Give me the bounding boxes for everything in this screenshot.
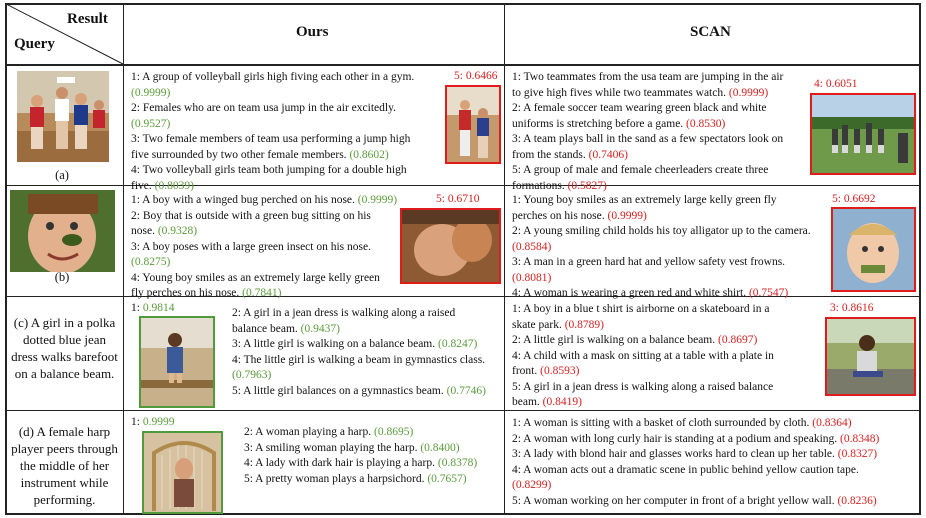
result-line: [232, 353, 504, 369]
result-line: [512, 255, 827, 271]
result-line: [131, 117, 451, 133]
header-query: Query: [14, 36, 55, 52]
table-border-left: [5, 3, 7, 515]
result-text: 3: A boy poses with a large green insect on his nose.: [131, 240, 371, 253]
result-line: [131, 193, 401, 209]
result-text: 5: A little girl balances on a gymnastics beam.: [232, 384, 447, 397]
result-score: (0.9527): [131, 117, 171, 130]
result-score: (0.8275): [131, 256, 171, 268]
ours-image-label-c: 1: 0.9814: [131, 302, 175, 314]
result-line: [512, 395, 812, 411]
ours-results-b: [131, 193, 401, 302]
result-line: [131, 224, 401, 240]
result-text: uniforms is stretching before a game.: [512, 117, 687, 130]
result-text: 5: A woman working on her computer in front of a bright yellow wall.: [512, 494, 838, 507]
result-line: [512, 364, 812, 380]
ours-image-label-b: 5: 0.6710: [436, 193, 480, 205]
result-text: balance beam.: [232, 322, 301, 335]
result-score: (0.8602): [349, 148, 389, 161]
result-score: (0.8593): [540, 365, 580, 377]
ours-image-d: [142, 431, 223, 514]
scan-image-label-b: 5: 0.6692: [832, 193, 876, 205]
result-text: 4: A woman is wearing a green red and white shirt.: [512, 287, 749, 299]
header-divider: [5, 64, 921, 66]
ours-image-b: [400, 208, 501, 284]
result-line: [131, 163, 451, 179]
result-score: (0.8419): [542, 396, 582, 408]
result-score: (0.8789): [564, 318, 604, 331]
scan-results-b: [512, 193, 827, 302]
result-score: (0.9437): [300, 322, 340, 335]
query-caption-b: (b): [54, 270, 70, 284]
result-line: [131, 209, 401, 225]
result-line: [512, 224, 827, 240]
result-line: [512, 478, 917, 494]
result-text: perches on his nose.: [512, 209, 608, 222]
result-score: (0.9999): [131, 86, 171, 99]
result-text: beam.: [512, 396, 543, 408]
result-text: 3: A smiling woman playing the harp.: [244, 441, 421, 454]
result-text: 5: A group of male and female cheerleaders create three: [512, 164, 769, 176]
result-line: [232, 322, 504, 338]
scan-image-c: [825, 317, 916, 396]
result-score: (0.8697): [718, 334, 758, 346]
result-line: [512, 148, 812, 164]
result-text: 2: A young smiling child holds his toy alligator up to the camera.: [512, 225, 811, 237]
header-result: Result: [67, 11, 108, 27]
result-score: (0.8400): [420, 441, 460, 454]
result-score: (0.9999): [728, 86, 769, 99]
result-line: [512, 179, 812, 195]
header-ours: Ours: [296, 24, 329, 40]
result-line: [512, 240, 827, 256]
result-text: five surrounded by two other female members.: [131, 148, 350, 161]
result-text: five.: [131, 179, 155, 192]
result-line: [512, 163, 812, 179]
result-text: 3: A lady with blond hair and glasses works hard to clean up her table.: [512, 448, 838, 460]
scan-image-b: [831, 207, 916, 292]
result-text: 2: A female soccer team wearing green black and white: [512, 102, 767, 114]
ours-image-a: [445, 85, 501, 164]
result-text: 1: A boy with a winged bug perched on his nose.: [131, 194, 358, 206]
ours-image-c: [139, 316, 215, 408]
result-score: (0.7657): [427, 472, 467, 485]
query-image-a: [17, 71, 109, 162]
query-text-c: (c) A girl in a polka dotted blue jean dress walks barefoot on a balance beam.: [11, 315, 118, 381]
query-caption-a: (a): [55, 168, 69, 182]
result-text: 4: A woman acts out a dramatic scene in public behind yellow caution tape.: [512, 463, 859, 476]
result-score: (0.8530): [686, 117, 726, 130]
result-text: 1: A woman is sitting with a basket of cloth surrounded by cloth.: [512, 417, 813, 429]
ours-image-label-a: 5: 0.6466: [454, 70, 498, 82]
result-score: (0.7746): [446, 384, 486, 397]
result-line: [131, 132, 451, 148]
result-line: [512, 86, 812, 102]
ours-image-label-d: 1: 0.9999: [131, 416, 175, 428]
result-line: [512, 271, 827, 287]
query-image-b: [10, 190, 115, 272]
result-line: [131, 86, 451, 102]
result-text: nose.: [131, 225, 158, 237]
result-text: formations.: [512, 179, 568, 192]
result-line: [512, 209, 827, 225]
result-line: [512, 432, 917, 448]
ours-results-d: [244, 425, 502, 487]
column-divider: [123, 3, 124, 515]
result-text: 2: A woman playing a harp.: [244, 426, 374, 438]
result-line: [232, 337, 504, 353]
result-line: [512, 463, 917, 479]
scan-image-a: [810, 93, 916, 175]
result-line: [512, 333, 812, 349]
result-text: 3: A little girl is walking on a balance beam.: [232, 338, 438, 350]
result-text: 4: The little girl is walking a beam in gymnastics class.: [232, 353, 486, 366]
result-text: 2: Boy that is outside with a green bug sitting on his: [131, 209, 371, 222]
result-score: (0.7963): [232, 369, 272, 381]
result-text: 2: A little girl is walking on a balance beam.: [512, 334, 718, 346]
result-line: [512, 318, 812, 334]
result-line: [512, 132, 812, 148]
result-text: 5: A girl in a jean dress is walking along a raised balance: [512, 380, 774, 393]
result-score: (0.8299): [512, 479, 552, 491]
scan-results-d: [512, 416, 917, 509]
result-text: 4: A child with a mask on sitting at a table with a plate in: [512, 349, 774, 362]
result-line: [512, 349, 812, 365]
result-line: [232, 368, 504, 384]
result-text: fly perches on his nose.: [131, 287, 243, 299]
result-line: [244, 456, 502, 472]
result-text: 4: Young boy smiles as an extremely large kelly green: [131, 271, 380, 284]
result-score: (0.8327): [837, 448, 878, 460]
result-line: [244, 441, 502, 457]
result-text: front.: [512, 365, 541, 377]
result-text: 2: A girl in a jean dress is walking along a raised: [232, 307, 456, 319]
result-line: [512, 494, 917, 510]
header-scan: SCAN: [690, 24, 731, 40]
result-text: skate park.: [512, 318, 565, 331]
result-score: (0.8081): [512, 271, 552, 284]
result-score: (0.7406): [588, 148, 628, 161]
result-line: [131, 255, 401, 271]
result-line: [131, 240, 401, 256]
result-line: [232, 306, 504, 322]
result-line: [244, 472, 502, 488]
result-line: [512, 286, 827, 302]
result-text: 3: A man in a green hard hat and yellow safety vest frowns.: [512, 256, 786, 268]
result-line: [512, 447, 917, 463]
result-text: 2: Females who are on team usa jump in the air excitedly.: [131, 102, 396, 114]
result-line: [232, 384, 504, 400]
result-text: 1: Young boy smiles as an extremely large kelly green fly: [512, 194, 777, 206]
result-line: [512, 193, 827, 209]
table-border-right: [919, 3, 921, 515]
result-line: [512, 380, 812, 396]
result-text: 4: Two volleyball girls team both jumping for a double high: [131, 164, 407, 176]
result-line: [512, 416, 917, 432]
result-line: [512, 70, 812, 86]
result-line: [131, 101, 451, 117]
scan-image-label-a: 4: 0.6051: [814, 78, 858, 90]
result-score: (0.8236): [837, 494, 877, 507]
result-text: from the stands.: [512, 148, 589, 161]
result-score: (0.7547): [748, 287, 789, 299]
scan-results-a: [512, 70, 812, 194]
ours-results-c: [232, 306, 504, 399]
result-score: (0.8378): [437, 457, 478, 469]
result-line: [512, 101, 812, 117]
result-line: [131, 148, 451, 164]
result-line: [131, 271, 401, 287]
table-border-top: [5, 3, 921, 5]
scan-image-label-c: 3: 0.8616: [830, 302, 874, 314]
result-score: (0.8039): [154, 179, 194, 192]
result-text: 3: Two female members of team usa performing a jump high: [131, 133, 411, 145]
result-score: (0.5827): [567, 179, 607, 192]
scan-results-c: [512, 302, 812, 411]
result-line: [512, 117, 812, 133]
result-text: 1: A group of volleyball girls high fiving each other in a gym.: [131, 71, 415, 83]
result-score: (0.9328): [157, 225, 198, 237]
result-score: (0.8364): [812, 417, 852, 429]
result-score: (0.8584): [512, 240, 552, 253]
result-score: (0.9999): [607, 209, 647, 222]
ours-results-a: [131, 70, 451, 194]
result-text: 2: A woman with long curly hair is standing at a podium and speaking.: [512, 432, 841, 445]
result-score: (0.7841): [242, 287, 282, 299]
result-text: 1: A boy in a blue t shirt is airborne on a skateboard in a: [512, 303, 770, 315]
result-text: 1: Two teammates from the usa team are jumping in the air: [512, 71, 784, 83]
column-divider: [504, 3, 505, 515]
result-score: (0.8247): [438, 338, 478, 350]
result-text: 3: A team plays ball in the sand as a few spectators look on: [512, 133, 784, 145]
result-line: [131, 286, 401, 302]
result-score: (0.8695): [374, 426, 414, 438]
result-score: (0.8348): [840, 432, 880, 445]
result-score: (0.9999): [357, 194, 398, 206]
result-line: [244, 425, 502, 441]
result-line: [131, 70, 451, 86]
result-line: [131, 179, 451, 195]
result-text: to give high fives while two teammates watch.: [512, 86, 729, 99]
result-text: 5: A pretty woman plays a harpsichord.: [244, 472, 428, 485]
result-line: [512, 302, 812, 318]
query-text-d: (d) A female harp player peers through the middle of her instrument while performing.: [11, 424, 118, 507]
result-text: 4: A lady with dark hair is playing a harp.: [244, 457, 438, 469]
